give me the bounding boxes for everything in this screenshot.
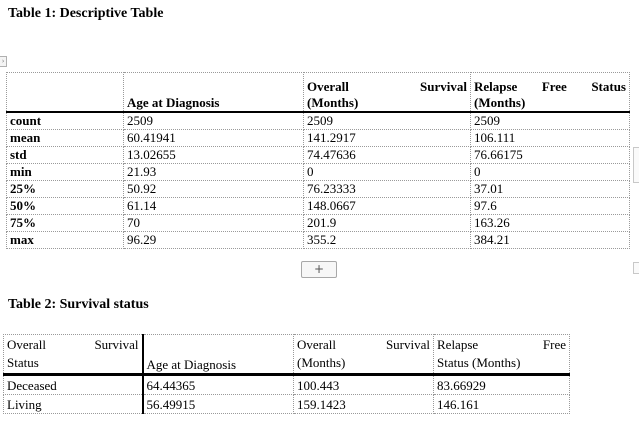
header-age-at-diagnosis: Age at Diagnosis — [124, 73, 304, 113]
header-relapse-free-status: Relapse Free Status (Months) — [434, 335, 570, 375]
table-row — [7, 232, 630, 249]
header-overall-survival: Overall Survival (Months) — [304, 73, 471, 113]
cell-relapse: 384.21 — [471, 232, 630, 249]
cell-relapse: 0 — [471, 164, 630, 181]
cell-overall: 74.47636 — [304, 147, 471, 164]
cell-age: 21.93 — [124, 164, 304, 181]
cell-age: 96.29 — [124, 232, 304, 249]
cell-overall: 159.1423 — [294, 395, 434, 414]
table-header-row — [4, 335, 570, 375]
table-row — [7, 130, 630, 147]
row-label: 25% — [7, 181, 124, 198]
cell-age: 64.44365 — [143, 375, 294, 395]
cell-relapse: 2509 — [471, 112, 630, 130]
row-label: mean — [7, 130, 124, 147]
cell-status: Living — [4, 395, 143, 414]
table-move-handle[interactable]: › — [0, 56, 7, 67]
row-label: count — [7, 112, 124, 130]
cell-age: 60.41941 — [124, 130, 304, 147]
table-row — [7, 112, 630, 130]
cell-overall: 148.0667 — [304, 198, 471, 215]
cell-age: 56.49915 — [143, 395, 294, 414]
cell-overall: 0 — [304, 164, 471, 181]
header-overall-survival-status: Overall Survival Status — [4, 335, 143, 375]
table-row — [7, 215, 630, 232]
cell-overall: 355.2 — [304, 232, 471, 249]
header-relapse-free-status: Relapse Free Status (Months) — [471, 73, 630, 113]
column-resize-handle[interactable] — [633, 147, 639, 183]
row-label: max — [7, 232, 124, 249]
row-label: min — [7, 164, 124, 181]
cell-overall: 76.23333 — [304, 181, 471, 198]
cell-relapse: 97.6 — [471, 198, 630, 215]
cell-relapse: 37.01 — [471, 181, 630, 198]
cell-age: 50.92 — [124, 181, 304, 198]
row-label: std — [7, 147, 124, 164]
cell-relapse: 146.161 — [434, 395, 570, 414]
table-row — [4, 395, 570, 414]
table-row — [7, 147, 630, 164]
header-age-at-diagnosis: Age at Diagnosis — [143, 335, 294, 375]
header-overall-survival: Overall Survival (Months) — [294, 335, 434, 375]
table2-caption: Table 2: Survival status — [8, 297, 149, 312]
row-label: 75% — [7, 215, 124, 232]
table-row — [7, 164, 630, 181]
header-cell-empty — [7, 73, 124, 113]
cell-age: 61.14 — [124, 198, 304, 215]
table-row — [7, 198, 630, 215]
cell-overall: 100.443 — [294, 375, 434, 395]
survival-status-table — [3, 334, 570, 414]
add-row-button[interactable]: + — [301, 261, 337, 278]
cell-age: 70 — [124, 215, 304, 232]
cell-relapse: 76.66175 — [471, 147, 630, 164]
cell-age: 13.02655 — [124, 147, 304, 164]
cell-relapse: 83.66929 — [434, 375, 570, 395]
row-label: 50% — [7, 198, 124, 215]
table-header-row — [7, 73, 630, 113]
table-row — [4, 375, 570, 395]
cell-overall: 141.2917 — [304, 130, 471, 147]
table1-caption: Table 1: Descriptive Table — [8, 6, 164, 21]
cell-overall: 2509 — [304, 112, 471, 130]
cell-age: 2509 — [124, 112, 304, 130]
cell-relapse: 106.111 — [471, 130, 630, 147]
table-resize-handle[interactable] — [633, 262, 639, 274]
cell-relapse: 163.26 — [471, 215, 630, 232]
cell-overall: 201.9 — [304, 215, 471, 232]
descriptive-table — [6, 72, 630, 249]
cell-status: Deceased — [4, 375, 143, 395]
table-row — [7, 181, 630, 198]
